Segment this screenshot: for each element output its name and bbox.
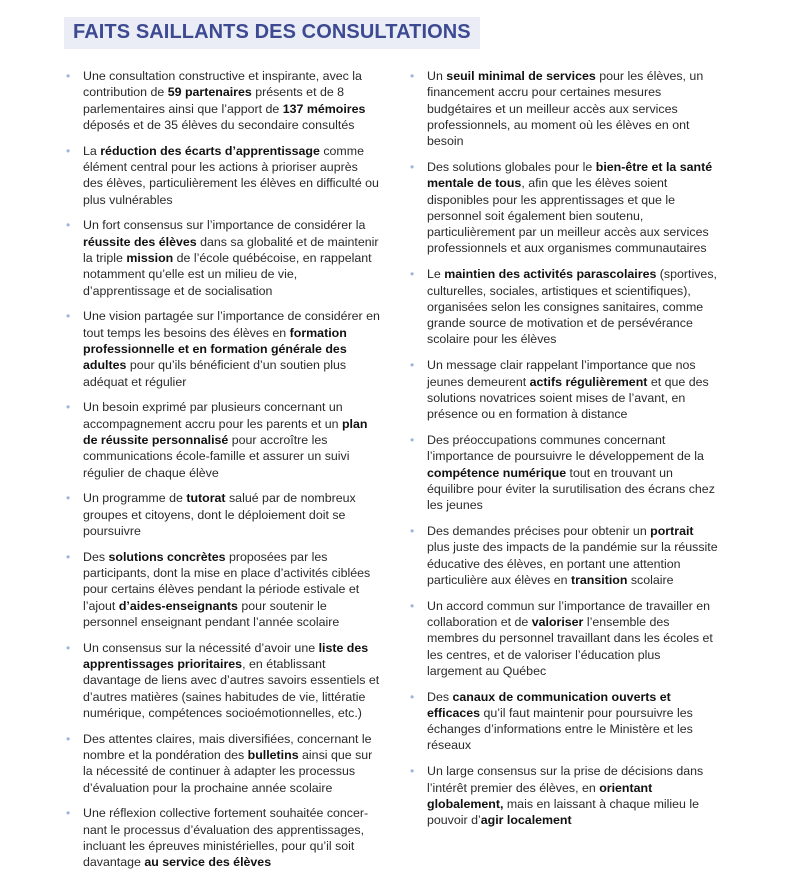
bold-text: valoriser bbox=[531, 614, 584, 629]
text-segment: Une réflexion collective fortement souhaitée concernant le processus d’évaluation des apprentissages, incluant les épreuves ministérielles, pour qu’il soit davantage bbox=[83, 806, 369, 870]
text-segment: Un accord commun sur l’importance de travailler en collaboration et de bbox=[427, 598, 711, 629]
right-column bbox=[408, 68, 718, 838]
text-segment: comme élément central pour les actions à prioriser auprès des élèves, particulièrement les élèves en difficulté ou plus vulnérables bbox=[83, 143, 379, 207]
bold-text: liste des apprentissages prioritaires bbox=[83, 640, 369, 671]
list-item bbox=[64, 217, 380, 298]
bold-text: compétence numérique bbox=[427, 465, 567, 480]
bold-text: formation professionnelle et en formation générale des adultes bbox=[83, 325, 347, 373]
text-segment: Une vision partagée sur l’importance de considérer en tout temps les besoins des élèves en bbox=[83, 309, 380, 340]
text-segment: proposées par les participants, dont la mise en place d’activités ciblées pour certains élèves pendant la période estivale et l’ajout bbox=[83, 549, 371, 613]
bold-text: mission bbox=[126, 250, 174, 265]
bullet-icon: • bbox=[66, 491, 71, 506]
left-column bbox=[64, 68, 380, 880]
bullet-icon: • bbox=[66, 549, 71, 564]
text-segment: pour soutenir le personnel enseignant pendant l’année scolaire bbox=[83, 598, 340, 629]
text-segment: pour accroître les communications école-famille et assurer un suivi régulier de chaque élève bbox=[83, 432, 350, 480]
bold-text: actifs régulièrement bbox=[529, 374, 648, 389]
list-item bbox=[64, 399, 380, 480]
text-segment: pour les élèves, un financement accru pour certaines mesures budgétaires et un meilleur accès aux services professionnels, au moment où les élèves en ont besoin bbox=[427, 69, 704, 149]
bullet-icon: • bbox=[410, 598, 415, 613]
text-segment: scolaire bbox=[627, 572, 674, 587]
list-item bbox=[64, 549, 380, 630]
page-title: FAITS SAILLANTS DES CONSULTATIONS bbox=[73, 21, 471, 43]
text-segment: Des bbox=[427, 689, 453, 704]
text-segment: Un large consensus sur la prise de décisions dans l’intérêt premier des élèves, en bbox=[427, 764, 704, 795]
bullet-icon: • bbox=[66, 400, 71, 415]
bullet-icon: • bbox=[66, 143, 71, 158]
bold-text: d’aides-enseignants bbox=[118, 598, 238, 613]
bold-text: seuil minimal de services bbox=[446, 69, 596, 83]
list-item bbox=[64, 805, 380, 870]
bullet-icon: • bbox=[66, 640, 71, 655]
bullet-icon: • bbox=[410, 689, 415, 704]
list-item bbox=[64, 731, 380, 796]
text-segment: Un bbox=[427, 69, 447, 83]
text-segment: ainsi que sur la nécessité de continuer à adapter les processus d’évaluation pour la prochaine année scolaire bbox=[83, 747, 373, 795]
bold-text: transition bbox=[570, 572, 628, 587]
bold-text: 59 partenaires bbox=[167, 85, 252, 100]
text-segment: Des préoccupations communes concernant l’importance de poursuivre le développement de la bbox=[427, 432, 704, 464]
bold-text: bien-être et la santé mentale de tous bbox=[427, 159, 713, 191]
bold-text: solutions concrètes bbox=[108, 549, 226, 564]
text-segment: , en établissant davantage de liens avec d’autres savoirs essentiels et d’autres matières (saines habitudes de vie, littératie numérique, compétences socioémotionnelles, etc.) bbox=[83, 657, 380, 720]
text-segment: pour qu’ils bénéficient d’un soutien plus adéquat et régulier bbox=[83, 358, 347, 389]
bold-text: canaux de communication ouverts et efficaces bbox=[427, 689, 671, 720]
bullet-icon: • bbox=[410, 764, 415, 779]
list-item bbox=[408, 159, 718, 257]
text-segment: tout en trouvant un équilibre pour éviter la surutilisation des écrans chez les jeunes bbox=[427, 465, 715, 513]
list-item bbox=[408, 763, 718, 828]
bold-text: réussite des élèves bbox=[83, 234, 197, 249]
text-segment: La bbox=[83, 143, 101, 158]
left-bullet-list bbox=[64, 68, 380, 871]
bullet-icon: • bbox=[410, 159, 415, 174]
list-item bbox=[64, 308, 380, 389]
list-item bbox=[408, 68, 718, 149]
bullet-icon: • bbox=[66, 309, 71, 324]
text-segment: présents et de 8 parlementaires ainsi que l’apport de bbox=[83, 85, 345, 116]
list-item bbox=[408, 266, 718, 347]
text-segment: , afin que les élèves soient disponibles pour les apprentissages et que le personnel soit également bien soutenu, particulièrement par un meilleur accès aux services professionnels et aux organismes communautaires bbox=[427, 176, 709, 256]
text-segment: Un consensus sur la nécessité d’avoir une bbox=[83, 640, 319, 655]
list-item bbox=[408, 523, 718, 588]
bold-text: 137 mémoires bbox=[282, 101, 366, 116]
text-segment: et que des solutions novatrices soient mises de l’avant, en présence ou en formation à distance bbox=[427, 374, 709, 422]
text-segment: Un message clair rappelant l’importance que nos jeunes demeurent bbox=[427, 358, 696, 389]
text-segment: (sportives, culturelles, sociales, artistiques et scientifiques), organisées selon les consignes sanitaires, comme grande source de motivation et de persévérance scolaire pour les élèves bbox=[427, 267, 717, 347]
title-banner bbox=[64, 17, 480, 49]
text-segment: mais en laissant à chaque milieu le pouvoir d’ bbox=[427, 796, 700, 828]
text-segment: de l’école québécoise, en rappelant notamment qu’elle est un milieu de vie, d’apprentissage et de socialisation bbox=[83, 250, 372, 298]
bold-text: portrait bbox=[650, 523, 694, 538]
bold-text: tutorat bbox=[186, 491, 226, 506]
bold-text: orientant globalement, bbox=[427, 780, 653, 811]
bullet-icon: • bbox=[66, 806, 71, 821]
text-segment: Un besoin exprimé par plusieurs concernant un accompagnement accru pour les parents et un bbox=[83, 400, 343, 431]
text-segment: Des demandes précises pour obtenir un bbox=[427, 523, 651, 538]
list-item bbox=[408, 432, 718, 513]
bullet-icon: • bbox=[66, 731, 71, 746]
list-item bbox=[408, 357, 718, 422]
bullet-icon: • bbox=[66, 69, 71, 83]
bullet-icon: • bbox=[410, 267, 415, 282]
bullet-icon: • bbox=[410, 69, 415, 83]
text-segment: Une consultation constructive et inspirante, avec la contribution de bbox=[83, 69, 362, 100]
bullet-icon: • bbox=[410, 523, 415, 538]
list-item bbox=[408, 598, 718, 679]
bold-text: bulletins bbox=[247, 747, 299, 762]
bold-text: au service des élèves bbox=[144, 855, 272, 870]
text-segment: qu’il faut maintenir pour poursuivre les échanges d’informations entre le Ministère et les réseaux bbox=[427, 705, 693, 753]
bullet-icon: • bbox=[410, 358, 415, 373]
text-segment: Des solutions globales pour le bbox=[427, 159, 596, 174]
text-segment: Des attentes claires, mais diversifiées, concernant le nombre et la pondération des bbox=[83, 731, 372, 762]
text-segment: Des bbox=[83, 549, 109, 564]
text-segment: déposés et de 35 élèves du secondaire consultés bbox=[83, 117, 355, 132]
list-item bbox=[64, 68, 380, 133]
list-item bbox=[64, 490, 380, 539]
bold-text: réduction des écarts d’apprentissage bbox=[100, 143, 320, 158]
text-segment: dans sa globalité et de maintenir la triple bbox=[83, 234, 379, 265]
list-item bbox=[64, 640, 380, 721]
text-segment: salué par de nombreux groupes et citoyens, dont le déploiement doit se poursuivre bbox=[83, 491, 356, 538]
text-segment: Le bbox=[427, 267, 445, 282]
list-item bbox=[408, 689, 718, 754]
list-item bbox=[64, 143, 380, 208]
bold-text: maintien des activités parascolaires bbox=[444, 267, 657, 282]
bullet-icon: • bbox=[410, 432, 415, 447]
text-segment: l’ensemble des membres du personnel travaillant dans les écoles et les centres, et de valoriser l’éducation plus largement au Québec bbox=[427, 614, 713, 678]
bold-text: agir localement bbox=[480, 813, 572, 828]
text-segment: Un programme de bbox=[83, 491, 187, 506]
text-segment: Un fort consensus sur l’importance de considérer la bbox=[83, 218, 366, 233]
text-segment: plus juste des impacts de la pandémie sur la réussite éducative des élèves, en portant une attention particulière aux élèves en bbox=[427, 540, 718, 587]
bold-text: plan de réussite personnalisé bbox=[83, 416, 368, 447]
bullet-icon: • bbox=[66, 218, 71, 233]
right-bullet-list bbox=[408, 68, 718, 828]
